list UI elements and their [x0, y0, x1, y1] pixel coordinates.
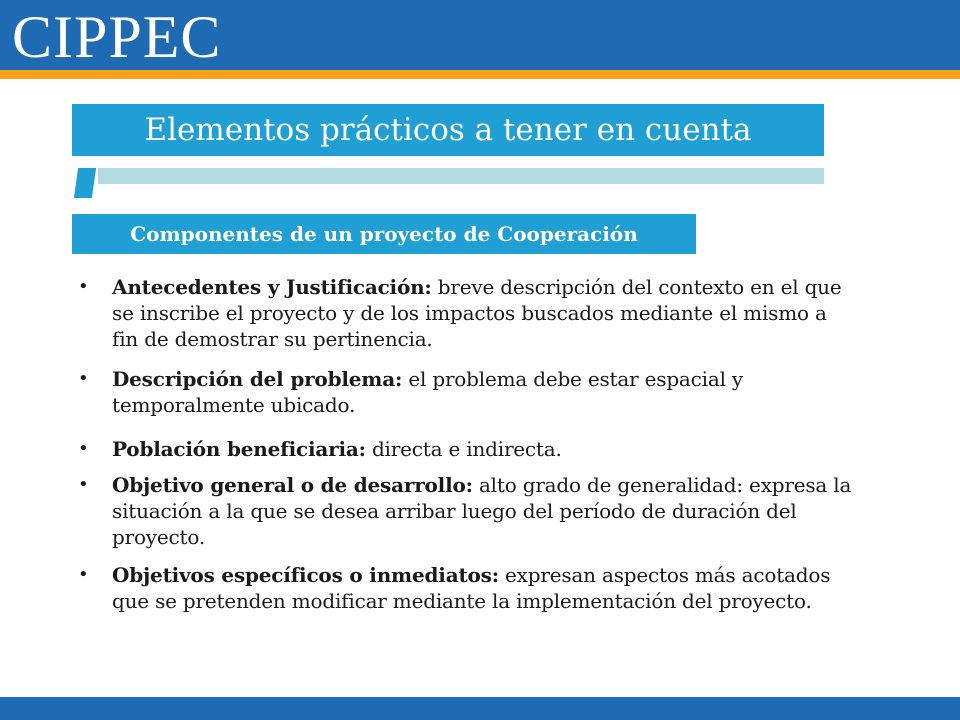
- bullet-text: alto grado de generalidad: expresa la situación a la que se desea arribar luego del período de duración del proyecto.: [112, 473, 852, 549]
- header-accent-stripe: [0, 70, 960, 79]
- header-band: [0, 0, 960, 70]
- decorative-accent-bar: [74, 168, 96, 198]
- bullet-term: Población beneficiaria:: [112, 437, 366, 461]
- bullet-text: breve descripción del contexto en el que se inscribe el proyecto y de los impactos buscados mediante el mismo a fin de demostrar su pertinencia.: [112, 275, 842, 351]
- bullet-item: [78, 562, 858, 614]
- bullet-item: [78, 472, 858, 550]
- bullet-list: [78, 274, 858, 614]
- bullet-item: [78, 366, 858, 418]
- bullet-icon: •: [78, 368, 89, 389]
- bullet-term: Antecedentes y Justificación:: [112, 275, 432, 299]
- bullet-icon: •: [78, 438, 89, 459]
- bullet-item: [78, 274, 858, 352]
- slide-title: Elementos prácticos a tener en cuenta: [72, 104, 824, 156]
- bullet-text: directa e indirecta.: [365, 437, 562, 461]
- bullet-text: expresan aspectos más acotados que se pretenden modificar mediante la implementación del proyecto.: [112, 563, 831, 613]
- bullet-term: Objetivos específicos o inmediatos:: [112, 563, 499, 587]
- bullet-text: el problema debe estar espacial y temporalmente ubicado.: [112, 367, 744, 417]
- slide-subtitle: Componentes de un proyecto de Cooperación: [72, 214, 696, 254]
- bullet-term: Descripción del problema:: [112, 367, 403, 391]
- bullet-icon: •: [78, 564, 89, 585]
- cippec-logo: CIPPEC: [12, 4, 222, 70]
- decorative-light-bar: [98, 168, 824, 184]
- bullet-term: Objetivo general o de desarrollo:: [112, 473, 473, 497]
- footer-band: [0, 697, 960, 720]
- bullet-icon: •: [78, 276, 89, 297]
- bullet-icon: •: [78, 474, 89, 495]
- bullet-item: [78, 436, 858, 462]
